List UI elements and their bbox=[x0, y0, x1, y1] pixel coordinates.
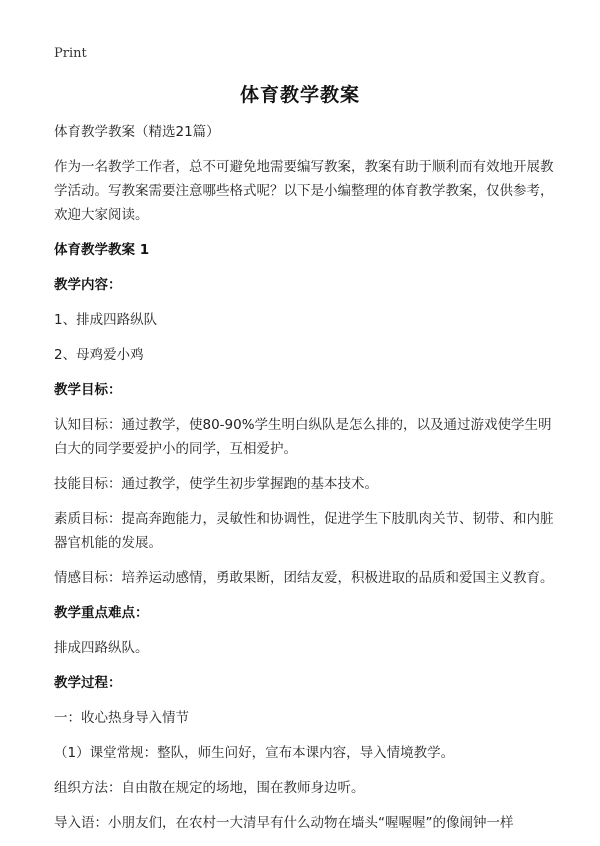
subsection-heading: 教学内容： bbox=[54, 277, 122, 293]
section-heading: 体育教学教案 1 bbox=[54, 242, 150, 258]
body-paragraph: 导入语：小朋友们，在农村一大清早有什么动物在墙头“喔喔喔”的像闹钟一样 bbox=[54, 815, 514, 831]
body-paragraph: （1）课堂常规：整队，师生问好，宣布本课内容，导入情境教学。 bbox=[54, 745, 455, 761]
subtitle-paragraph: 体育教学教案（精选21篇） bbox=[54, 124, 220, 140]
body-paragraph: 技能目标：通过教学，使学生初步掌握跑的基本技术。 bbox=[54, 476, 378, 492]
intro-paragraph: 作为一名教学工作者，总不可避免地需要编写教案，教案有助于顺利而有效地开展教学活动。写教案需要注意哪些格式呢？以下是小编整理的体育教学教案，仅供参考，欢迎大家阅读。 bbox=[54, 159, 554, 223]
body-paragraph: 一：收心热身导入情节 bbox=[54, 710, 189, 726]
body-paragraph: 组织方法：自由散在规定的场地，围在教师身边听。 bbox=[54, 780, 365, 796]
body-paragraph: 情感目标：培养运动感情，勇敢果断，团结友爱，积极进取的品质和爱国主义教育。 bbox=[54, 570, 554, 586]
subsection-heading: 教学重点难点： bbox=[54, 605, 149, 621]
body-paragraph: 认知目标：通过教学，使80-90%学生明白纵队是怎么排的，以及通过游戏使学生明白大的同学要爱护小的同学，互相爱护。 bbox=[54, 417, 552, 457]
subsection-heading: 教学过程： bbox=[54, 675, 122, 691]
list-item: 2、母鸡爱小鸡 bbox=[54, 347, 144, 363]
page-title: 体育教学教案 bbox=[239, 84, 360, 106]
subsection-heading: 教学目标： bbox=[54, 382, 122, 398]
document-body bbox=[54, 120, 554, 846]
print-link[interactable]: Print bbox=[54, 46, 87, 61]
list-item: 1、排成四路纵队 bbox=[54, 312, 158, 328]
body-paragraph: 素质目标：提高奔跑能力，灵敏性和协调性，促进学生下肢肌肉关节、韧带、和内脏器官机能的发展。 bbox=[54, 511, 554, 551]
body-paragraph: 排成四路纵队。 bbox=[54, 640, 149, 656]
